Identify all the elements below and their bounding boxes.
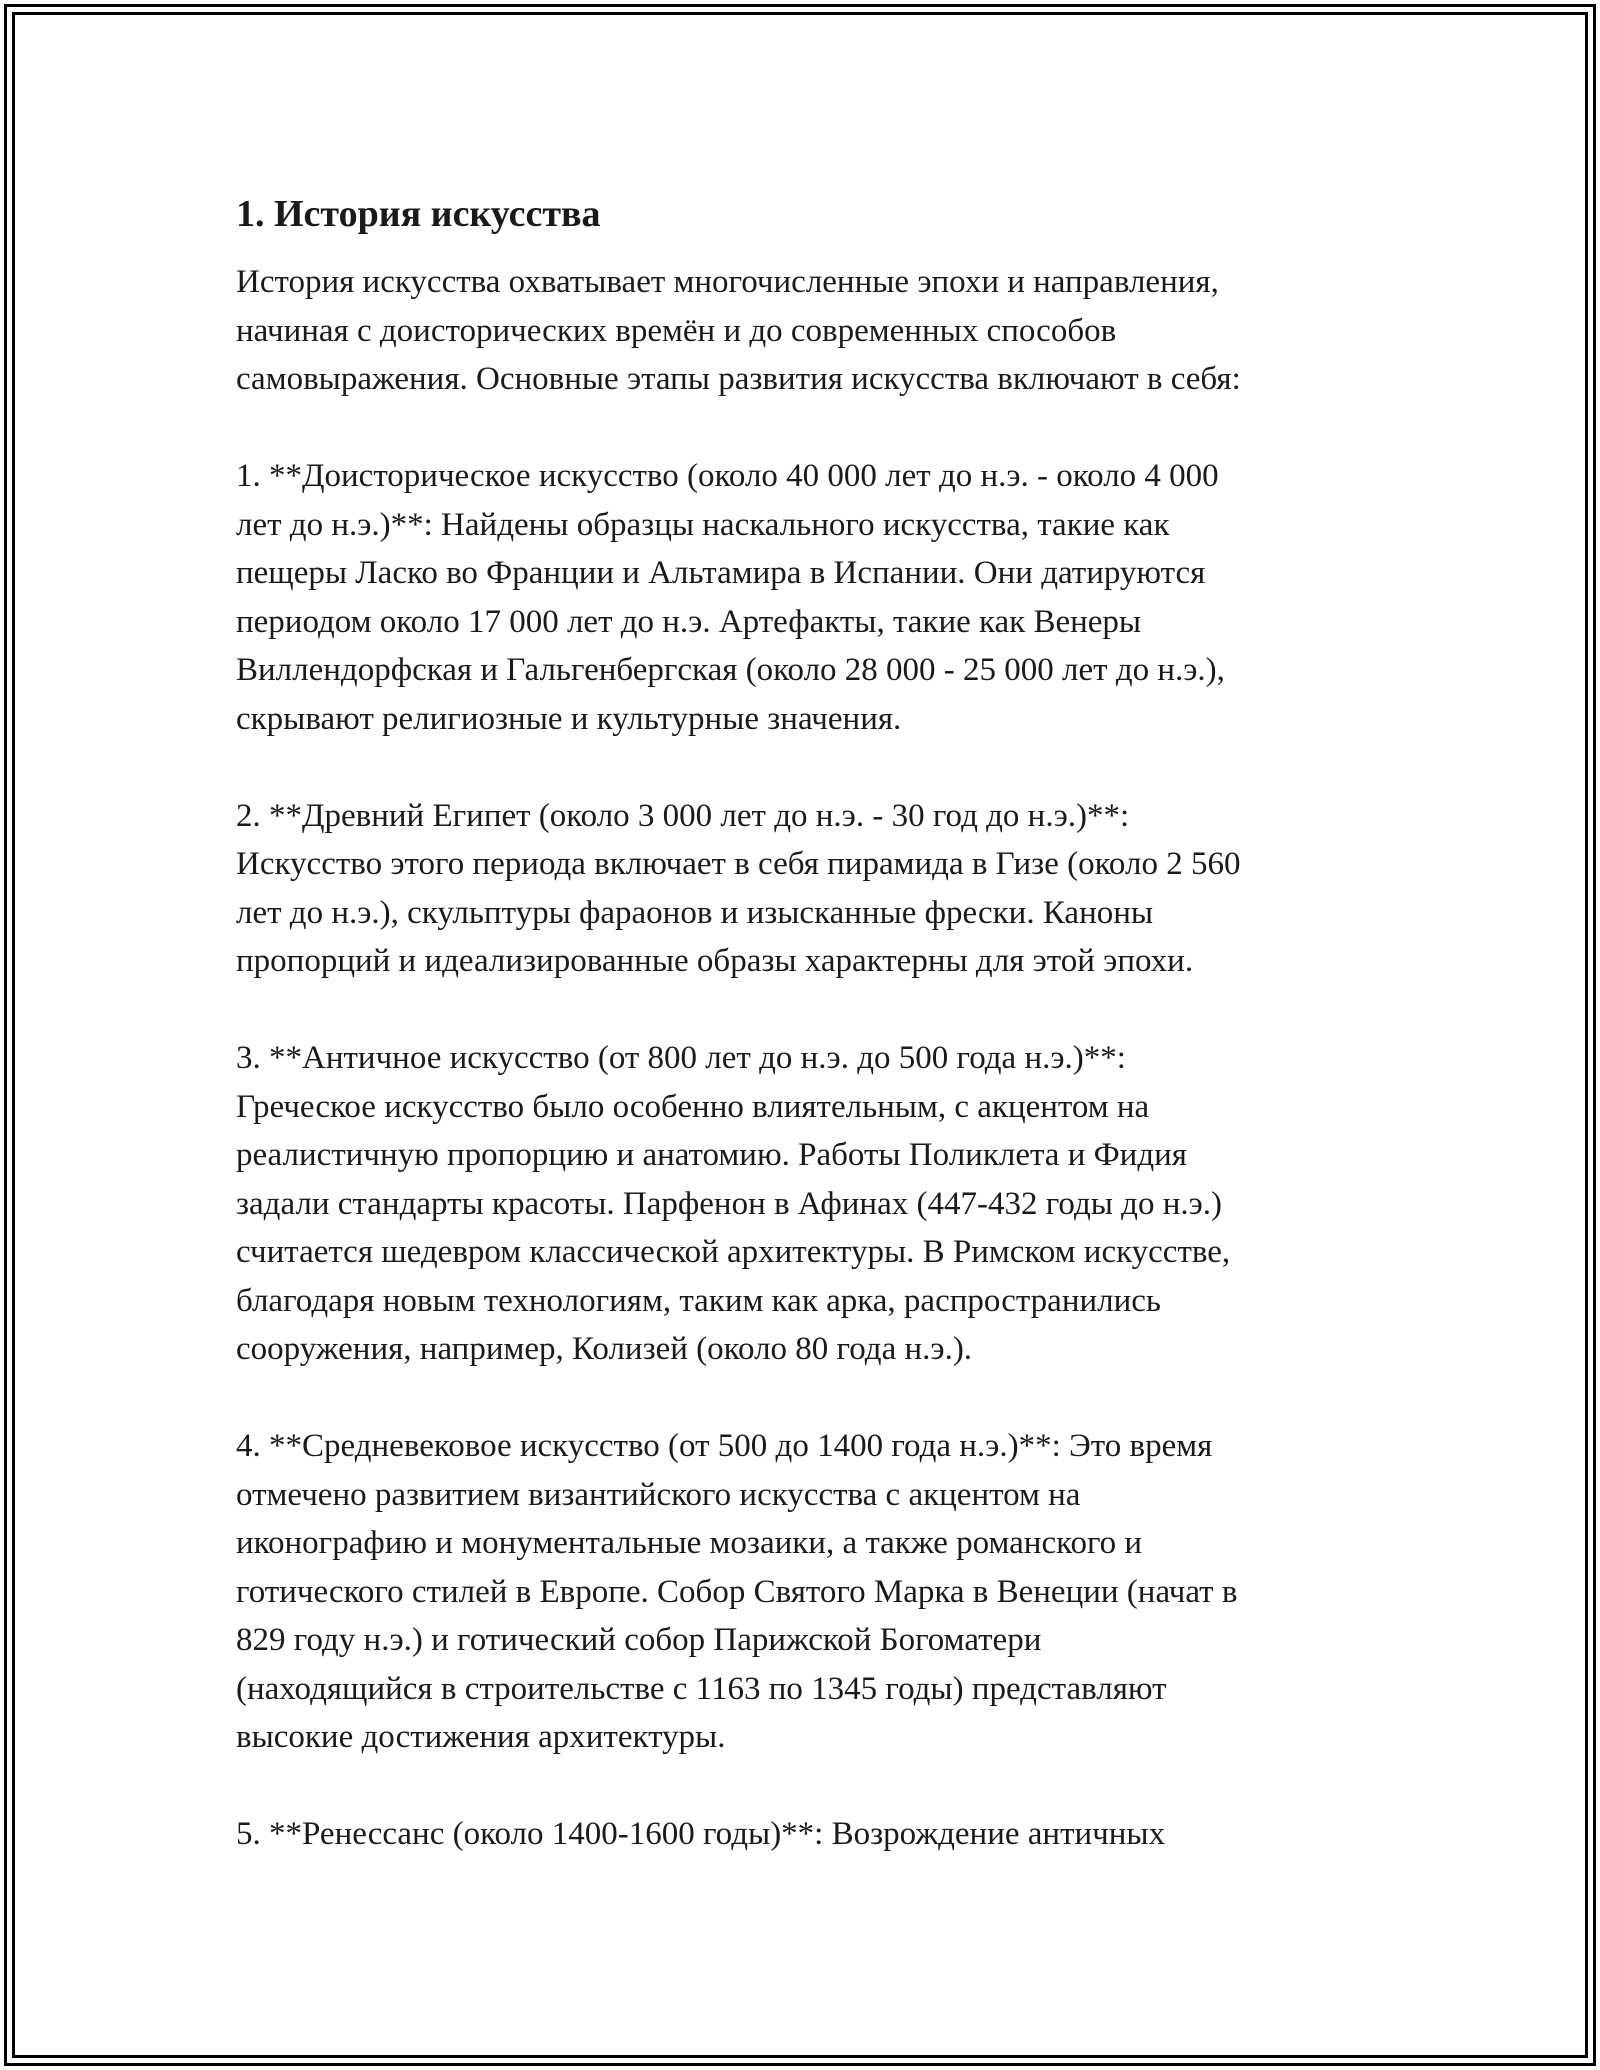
text-line: 3. **Античное искусство (от 800 лет до н.э. до 500 года н.э.)**: (236, 1040, 1126, 1076)
text-line: Греческое искусство было особенно влиятельным, с акцентом на (236, 1088, 1150, 1125)
antique-art-paragraph (236, 1034, 1386, 1374)
intro-paragraph (236, 258, 1386, 404)
text-line: реалистичную пропорцию и анатомию. Работы Поликлета и Фидия (236, 1137, 1187, 1173)
document-body (236, 190, 1386, 1907)
text-line: иконографию и монументальные мозаики, а также романского и (236, 1525, 1143, 1561)
section-heading: 1. История искусства (236, 193, 601, 235)
text-line: сооружения, например, Колизей (около 80 года н.э.). (236, 1331, 973, 1367)
text-line: самовыражения. Основные этапы развития искусства включают в себя: (236, 361, 1241, 397)
text-line: начиная с доисторических времён и до современных способов (236, 312, 1117, 349)
text-line: скрывают религиозные и культурные значения. (236, 700, 902, 737)
medieval-art-paragraph (236, 1422, 1386, 1762)
text-line: лет до н.э.), скульптуры фараонов и изысканные фрески. Каноны (236, 894, 1154, 931)
text-line: Виллендорфская и Гальгенбергская (около 28 000 - 25 000 лет до н.э.), (236, 652, 1225, 688)
text-line: лет до н.э.)**: Найдены образцы наскального искусства, такие как (236, 506, 1170, 543)
text-line: 4. **Средневековое искусство (от 500 до 1400 года н.э.)**: Это время (236, 1428, 1213, 1464)
text-line: благодаря новым технологиям, таким как арка, распространились (236, 1282, 1161, 1319)
ancient-egypt-paragraph (236, 792, 1386, 986)
text-line: 2. **Древний Египет (около 3 000 лет до н.э. - 30 год до н.э.)**: (236, 797, 1130, 834)
prehistoric-art-paragraph (236, 452, 1386, 743)
text-line: пещеры Ласко во Франции и Альтамира в Испании. Они датируются (236, 555, 1206, 591)
text-line: отмечено развитием византийского искусства с акцентом на (236, 1476, 1081, 1513)
text-line: считается шедевром классической архитектуры. В Римском искусстве, (236, 1234, 1231, 1270)
text-line: высокие достижения архитектуры. (236, 1719, 726, 1755)
text-line: 829 году н.э.) и готический собор Парижской Богоматери (236, 1622, 1042, 1658)
text-line: задали стандарты красоты. Парфенон в Афинах (447-432 годы до н.э.) (236, 1185, 1223, 1222)
text-line: История искусства охватывает многочисленные эпохи и направления, (236, 264, 1219, 300)
text-line: Искусство этого периода включает в себя пирамида в Гизе (около 2 560 (236, 846, 1241, 882)
renaissance-paragraph (236, 1810, 1386, 1859)
text-line: 1. **Доисторическое искусство (около 40 000 лет до н.э. - около 4 000 (236, 458, 1219, 494)
text-line: пропорций и идеализированные образы характерны для этой эпохи. (236, 943, 1194, 979)
text-line: готического стилей в Европе. Собор Святого Марка в Венеции (начат в (236, 1573, 1238, 1610)
text-line: (находящийся в строительстве с 1163 по 1345 годы) представляют (236, 1670, 1167, 1707)
text-line: 5. **Ренессанс (около 1400-1600 годы)**: Возрождение античных (236, 1816, 1166, 1852)
text-line: периодом около 17 000 лет до н.э. Артефакты, такие как Венеры (236, 603, 1142, 640)
